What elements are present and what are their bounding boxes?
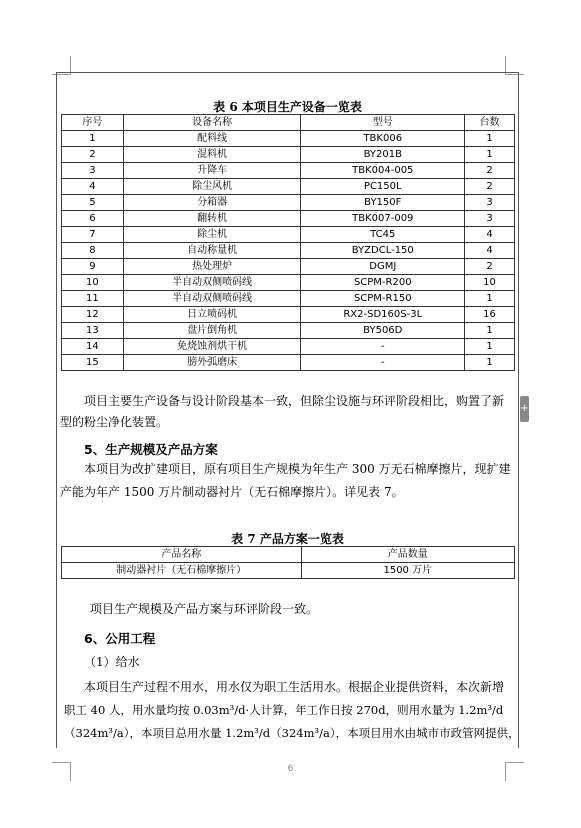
cell-count: 3 [465,195,515,211]
cell-equipment-name: 除尘风机 [123,179,301,195]
cell-model: - [301,339,465,355]
product-table [61,546,515,579]
table-row [62,147,515,163]
col-header-name: 设备名称 [123,115,301,131]
cell-equipment-name: 分箱器 [123,195,301,211]
cell-count: 3 [465,211,515,227]
table-row [62,163,515,179]
cell-no: 6 [62,211,124,227]
cell-product-name: 制动器衬片（无石棉摩擦片） [62,563,302,579]
cell-count: 4 [465,243,515,259]
cell-product-quantity: 1500 万片 [301,563,514,579]
table-row [62,291,515,307]
cell-count: 1 [465,323,515,339]
cell-no: 1 [62,131,124,147]
cell-model: BY150F [301,195,465,211]
cell-count: 16 [465,307,515,323]
cell-model: TC45 [301,227,465,243]
cell-model: BYZDCL-150 [301,243,465,259]
cell-equipment-name: 膀外弧磨床 [123,355,301,371]
table-row [62,259,515,275]
cell-equipment-name: 盘片倒角机 [123,323,301,339]
table-row [62,323,515,339]
cell-model: DGMJ [301,259,465,275]
cell-no: 7 [62,227,124,243]
cell-no: 3 [62,163,124,179]
cell-equipment-name: 除尘机 [123,227,301,243]
cell-no: 13 [62,323,124,339]
cell-count: 2 [465,163,515,179]
table-header-row [62,547,515,563]
cell-model: TBK006 [301,131,465,147]
cell-equipment-name: 半自动双侧喷码线 [123,275,301,291]
cell-model: BY201B [301,147,465,163]
side-expand-tab[interactable]: + [520,396,529,422]
table-row [62,275,515,291]
table7-caption: 表 7 产品方案一览表 [231,532,344,546]
cell-no: 9 [62,259,124,275]
cell-equipment-name: 配料线 [123,131,301,147]
table-row [62,307,515,323]
cell-no: 10 [62,275,124,291]
page-number: 6 [287,764,294,774]
cell-model: PC150L [301,179,465,195]
cell-equipment-name: 升降车 [123,163,301,179]
table-row [62,211,515,227]
cell-no: 14 [62,339,124,355]
col-header-count: 台数 [465,115,515,131]
cell-count: 4 [465,227,515,243]
cell-count: 10 [465,275,515,291]
cell-count: 1 [465,355,515,371]
section6-title: 6、公用工程 [84,631,156,646]
cell-equipment-name: 免烧蚀剂烘干机 [123,339,301,355]
cell-equipment-name: 日立喷码机 [123,307,301,323]
cell-count: 2 [465,179,515,195]
table-row [62,355,515,371]
cell-count: 1 [465,147,515,163]
cell-equipment-name: 混料机 [123,147,301,163]
cell-equipment-name: 翻转机 [123,211,301,227]
cell-equipment-name: 热处理炉 [123,259,301,275]
col-header-no: 序号 [62,115,124,131]
table-row [62,195,515,211]
section6-line1: 本项目生产过程不用水，用水仅为职工生活用水。根据企业提供资料，本次新增 [84,680,505,694]
section5-line2: 产能为年产 1500 万片制动器衬片（无石棉摩擦片）。详见表 7。 [60,485,404,499]
cell-model: TBK007-009 [301,211,465,227]
cell-count: 1 [465,291,515,307]
equipment-table [61,114,515,371]
cell-no: 8 [62,243,124,259]
cell-model: TBK004-005 [301,163,465,179]
cell-no: 4 [62,179,124,195]
cell-model: SCPM-R150 [301,291,465,307]
table-header-row [62,115,515,131]
section6-sub1: （1）给水 [84,655,140,669]
table-row [62,227,515,243]
col-header-quantity: 产品数量 [301,547,514,563]
col-header-product: 产品名称 [62,547,302,563]
product-note: 项目生产规模及产品方案与环评阶段一致。 [90,602,319,616]
cell-model: SCPM-R200 [301,275,465,291]
cell-count: 1 [465,339,515,355]
table-row [62,243,515,259]
equipment-note-line1: 项目主要生产设备与设计阶段基本一致，但除尘设施与环评阶段相比，购置了新 [84,394,505,408]
cell-no: 5 [62,195,124,211]
cell-model: - [301,355,465,371]
cell-model: BY506D [301,323,465,339]
table-row [62,339,515,355]
section5-title: 5、生产规模及产品方案 [84,442,218,457]
cell-count: 2 [465,259,515,275]
table-row [62,179,515,195]
table6-caption: 表 6 本项目生产设备一览表 [213,100,362,114]
cell-no: 15 [62,355,124,371]
cell-no: 2 [62,147,124,163]
cell-no: 11 [62,291,124,307]
col-header-model: 型号 [301,115,465,131]
section6-line2: 职工 40 人，用水量均按 0.03m³/d·人计算，年工作日按 270d，则用水量为 1.2m³/d [64,703,504,717]
section6-line3: （324m³/a），本项目总用水量 1.2m³/d（324m³/a），本项目用水由城市市政管网提供， [64,726,520,740]
cell-count: 1 [465,131,515,147]
table-row [62,131,515,147]
section5-line1: 本项目为改扩建项目，原有项目生产规模为年生产 300 万无石棉摩擦片，现扩建 [84,462,511,476]
cell-equipment-name: 自动称量机 [123,243,301,259]
cell-no: 12 [62,307,124,323]
table-row [62,563,515,579]
equipment-note-line2: 型的粉尘净化装置。 [60,415,169,429]
cell-model: RX2-SD160S-3L [301,307,465,323]
cell-equipment-name: 半自动双侧喷码线 [123,291,301,307]
